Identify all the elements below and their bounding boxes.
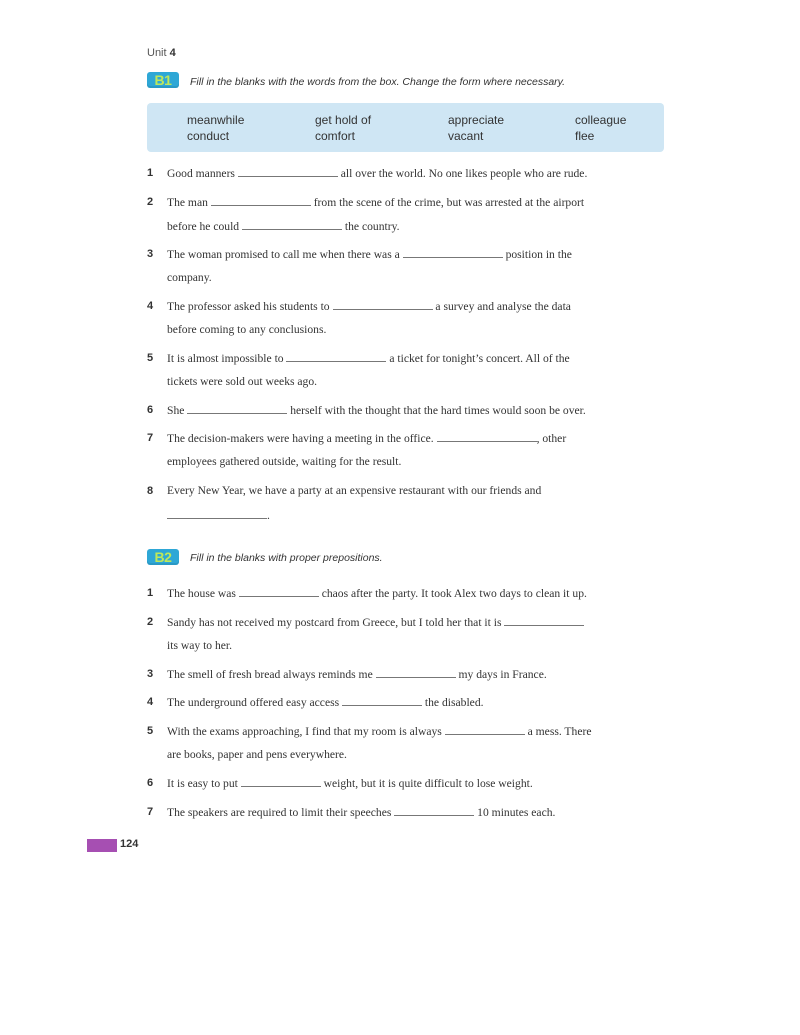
answer-blank[interactable] xyxy=(238,166,338,177)
question-text-line xyxy=(167,748,347,761)
answer-blank[interactable] xyxy=(211,195,311,206)
question-number: 1 xyxy=(147,167,154,179)
question-text: before coming to any conclusions. xyxy=(167,323,327,336)
question-text-line xyxy=(167,695,484,709)
answer-blank[interactable] xyxy=(242,219,342,230)
question-number: 3 xyxy=(147,248,154,260)
question-text: herself with the thought that the hard times would soon be over. xyxy=(287,404,586,417)
word-box-item: vacant xyxy=(448,129,484,143)
question-text: , other xyxy=(536,432,567,445)
question-text: The decision-makers were having a meeting in the office. xyxy=(167,432,437,445)
question-number: 8 xyxy=(147,485,154,497)
answer-blank[interactable] xyxy=(239,586,319,597)
answer-blank[interactable] xyxy=(504,615,584,626)
unit-header xyxy=(147,47,176,59)
question-text-line xyxy=(167,724,591,738)
question-text-line xyxy=(167,219,400,233)
question-text: It is easy to put xyxy=(167,777,241,790)
answer-blank[interactable] xyxy=(286,351,386,362)
question-text-line xyxy=(167,484,541,497)
question-text: my days in France. xyxy=(455,668,547,681)
question-text: employees gathered outside, waiting for the result. xyxy=(167,455,402,468)
question-text-line xyxy=(167,195,584,209)
question-text: a mess. There xyxy=(524,725,592,738)
question-text-line xyxy=(167,639,232,652)
question-text-line xyxy=(167,247,572,261)
question-text: The smell of fresh bread always reminds me xyxy=(167,668,376,681)
question-text-line xyxy=(167,375,317,388)
word-box-item: colleague xyxy=(575,113,627,127)
question-text-line xyxy=(167,508,270,522)
question-number: 5 xyxy=(147,725,154,737)
question-text: . xyxy=(267,509,270,522)
question-number: 5 xyxy=(147,352,154,364)
question-text: The speakers are required to limit their speeches xyxy=(167,806,395,819)
unit-label: Unit xyxy=(147,47,167,59)
word-box-item: comfort xyxy=(315,129,356,143)
question-number: 2 xyxy=(147,196,154,208)
section-b2-instruction: Fill in the blanks with proper prepositions. xyxy=(190,552,383,564)
answer-blank[interactable] xyxy=(445,724,525,735)
answer-blank[interactable] xyxy=(342,695,422,706)
question-number: 6 xyxy=(147,404,154,416)
question-number: 7 xyxy=(147,432,154,444)
page-number: 124 xyxy=(120,838,139,850)
word-box xyxy=(147,103,664,152)
question-text: The professor asked his students to xyxy=(167,300,333,313)
question-text: company. xyxy=(167,271,212,284)
question-number: 6 xyxy=(147,777,154,789)
question-text-line xyxy=(167,431,566,445)
question-number: 3 xyxy=(147,668,154,680)
word-box-item: appreciate xyxy=(448,113,505,127)
question-text-line xyxy=(167,776,533,790)
question-text-line xyxy=(167,403,586,417)
question-text: The house was xyxy=(167,587,239,600)
word-box-item: get hold of xyxy=(315,113,372,127)
question-text: are books, paper and pens everywhere. xyxy=(167,748,347,761)
question-text-line xyxy=(167,615,584,629)
question-text-line xyxy=(167,271,212,284)
question-number: 4 xyxy=(147,300,154,312)
question-text: a survey and analyse the data xyxy=(432,300,571,313)
question-text-line xyxy=(167,805,555,819)
question-text: weight, but it is quite difficult to lose weight. xyxy=(320,777,533,790)
question-text: a ticket for tonight’s concert. All of the xyxy=(386,352,570,365)
question-text: Sandy has not received my postcard from Greece, but I told her that it is xyxy=(167,616,505,629)
question-text: The underground offered easy access xyxy=(167,696,343,709)
word-box-item: conduct xyxy=(187,129,230,143)
question-text-line xyxy=(167,299,571,313)
answer-blank[interactable] xyxy=(167,508,267,519)
section-b1-badge: B1 xyxy=(147,72,179,88)
question-text: She xyxy=(167,404,188,417)
page-number-bar xyxy=(87,839,117,852)
question-text-line xyxy=(167,586,587,600)
question-text: The man xyxy=(167,196,211,209)
section-b1-instruction: Fill in the blanks with the words from the box. Change the form where necessary. xyxy=(190,76,566,88)
question-text: chaos after the party. It took Alex two days to clean it up. xyxy=(318,587,587,600)
answer-blank[interactable] xyxy=(187,403,287,414)
question-text-line xyxy=(167,166,587,180)
answer-blank[interactable] xyxy=(376,667,456,678)
word-box-item: flee xyxy=(575,129,595,143)
question-text: the disabled. xyxy=(422,696,484,709)
question-text: 10 minutes each. xyxy=(474,806,556,819)
answer-blank[interactable] xyxy=(403,247,503,258)
question-number: 1 xyxy=(147,587,154,599)
answer-blank[interactable] xyxy=(333,299,433,310)
question-number: 7 xyxy=(147,806,154,818)
word-box-item: meanwhile xyxy=(187,113,245,127)
answer-blank[interactable] xyxy=(241,776,321,787)
question-text-line xyxy=(167,351,570,365)
question-text: all over the world. No one likes people who are rude. xyxy=(337,167,588,180)
question-number: 2 xyxy=(147,616,154,628)
question-number: 4 xyxy=(147,696,154,708)
question-text: With the exams approaching, I find that my room is always xyxy=(167,725,445,738)
question-text-line xyxy=(167,323,326,336)
question-text: tickets were sold out weeks ago. xyxy=(167,375,318,388)
question-text-line xyxy=(167,455,401,468)
answer-blank[interactable] xyxy=(437,431,537,442)
unit-number: 4 xyxy=(169,47,176,59)
question-text: The woman promised to call me when there was a xyxy=(167,248,403,261)
question-text-line xyxy=(167,667,547,681)
question-text: It is almost impossible to xyxy=(167,352,287,365)
answer-blank[interactable] xyxy=(394,805,474,816)
question-text: Good manners xyxy=(167,167,238,180)
question-text: its way to her. xyxy=(167,639,233,652)
question-text: position in the xyxy=(502,248,572,261)
question-text: from the scene of the crime, but was arrested at the airport xyxy=(310,196,585,209)
question-text: the country. xyxy=(342,220,400,233)
section-b2-badge: B2 xyxy=(147,549,179,565)
question-text: before he could xyxy=(167,220,243,233)
question-text: Every New Year, we have a party at an expensive restaurant with our friends and xyxy=(167,484,542,497)
